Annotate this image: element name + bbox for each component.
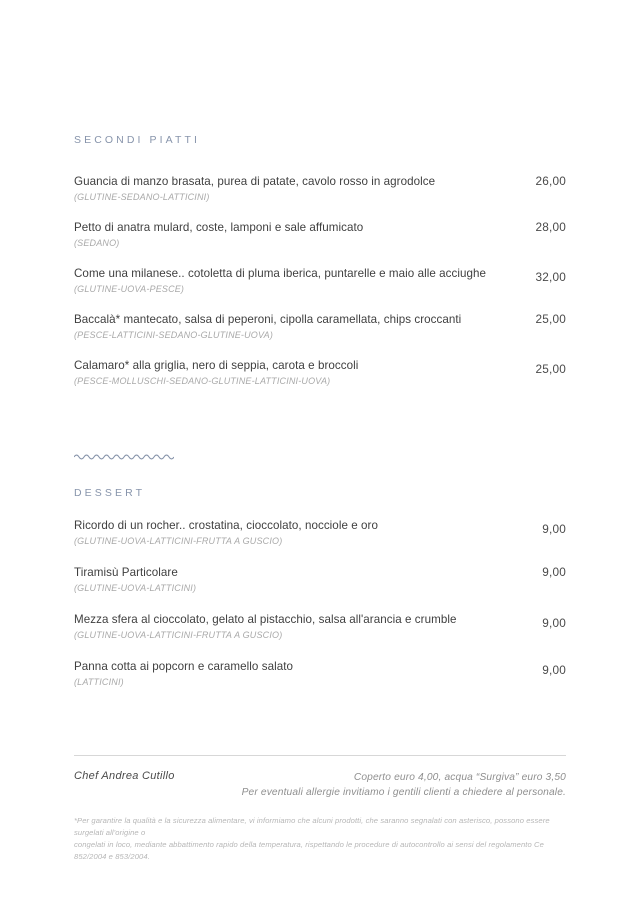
menu-item-name: Calamaro* alla griglia, nero di seppia, carota e broccoli [74,359,359,372]
menu-item-name: Panna cotta ai popcorn e caramello salato [74,660,294,673]
menu-item-name: Guancia di manzo brasata, purea di patate, cavolo rosso in agrodolce [74,175,436,188]
cover-charge-note: Coperto euro 4,00, acqua “Surgiva” euro 3,50 [353,772,566,783]
menu-item-name: Baccalà* mantecato, salsa di peperoni, cipolla caramellata, chips croccanti [74,313,462,326]
menu-item-name: Come una milanese.. cotoletta di pluma iberica, puntarelle e maio alle acciughe [74,267,487,280]
menu-item-allergens: (GLUTINE-UOVA-PESCE) [74,284,185,294]
menu-item-name: Tiramisù Particolare [74,566,178,579]
section-divider [74,452,566,462]
section-heading-secondi-piatti: SECONDI PIATTI [74,134,201,146]
menu-item-allergens: (LATTICINI) [74,677,124,687]
menu-list-secondi-piatti [74,174,566,388]
menu-item-price: 32,00 [535,270,566,284]
section-secondi-piatti [74,134,566,146]
menu-item-price: 9,00 [542,663,566,677]
menu-item[interactable] [74,174,566,204]
menu-item-price: 25,00 [535,312,566,326]
wavy-line-divider-icon [74,452,174,462]
disclaimer-line-2: congelati in loco, mediante abbattimento rapido della temperatura, rispettando le procedure di autocontrollo ai sensi del regolamento Ce 852/2004 e 853/2004. [74,840,544,861]
menu-item-allergens: (GLUTINE-UOVA-LATTICINI-FRUTTA A GUSCIO) [74,630,283,640]
allergy-note: Per eventuali allergie invitiamo i gentili clienti a chiedere al personale. [241,787,566,798]
menu-item[interactable] [74,518,566,548]
menu-item[interactable] [74,312,566,342]
menu-item-price: 9,00 [542,565,566,579]
menu-item-allergens: (GLUTINE-UOVA-LATTICINI-FRUTTA A GUSCIO) [74,536,283,546]
menu-item-allergens: (GLUTINE-UOVA-LATTICINI) [74,583,197,593]
menu-item-name: Ricordo di un rocher.. crostatina, cioccolato, nocciole e oro [74,519,378,532]
menu-item[interactable] [74,612,566,642]
chef-signature: Chef Andrea Cutillo [74,770,175,782]
menu-item-price: 26,00 [535,174,566,188]
menu-item-allergens: (PESCE-MOLLUSCHI-SEDANO-GLUTINE-LATTICINI-UOVA) [74,376,331,386]
menu-item-price: 9,00 [542,522,566,536]
menu-item-allergens: (SEDANO) [74,238,120,248]
menu-item-price: 25,00 [535,362,566,376]
section-heading-dessert: DESSERT [74,487,146,499]
disclaimer-line-1: *Per garantire la qualità e la sicurezza alimentare, vi informiamo che alcuni prodotti, che saranno segnalati con asterisco, possono essere surgelati all'origine o [74,816,550,837]
disclaimer [74,815,566,863]
menu-list-dessert [74,518,566,689]
footer [74,755,566,863]
menu-item-price: 9,00 [542,616,566,630]
footer-divider [74,755,566,756]
menu-item-price: 28,00 [535,220,566,234]
section-dessert [74,487,566,499]
menu-item-name: Petto di anatra mulard, coste, lamponi e sale affumicato [74,221,364,234]
menu-item[interactable] [74,565,566,595]
menu-item[interactable] [74,266,566,296]
menu-item[interactable] [74,358,566,388]
menu-item[interactable] [74,220,566,250]
menu-item-name: Mezza sfera al cioccolato, gelato al pistacchio, salsa all'arancia e crumble [74,613,457,626]
menu-item-allergens: (GLUTINE-SEDANO-LATTICINI) [74,192,210,202]
menu-item[interactable] [74,659,566,689]
menu-item-allergens: (PESCE-LATTICINI-SEDANO-GLUTINE-UOVA) [74,330,274,340]
